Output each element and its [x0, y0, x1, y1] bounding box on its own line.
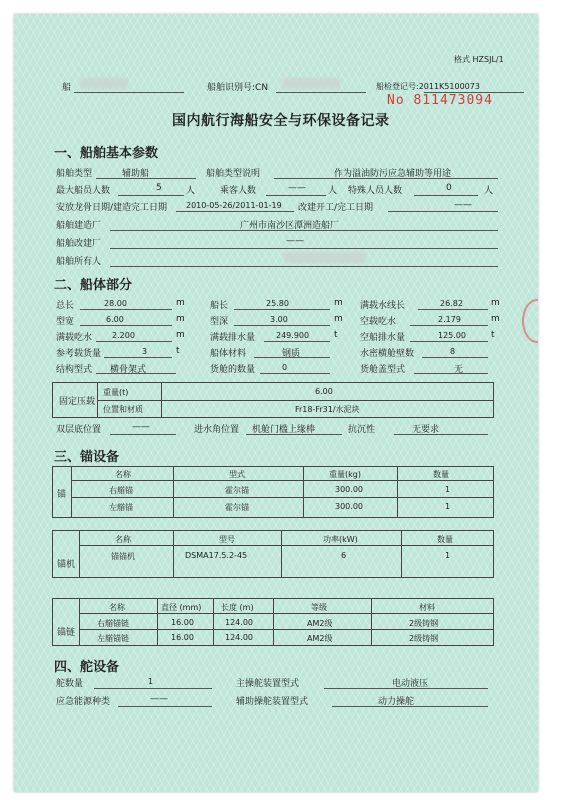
hatch-value: 无	[454, 365, 464, 375]
serial-number: No 811473094	[387, 93, 493, 108]
ref-load-value: 3	[142, 347, 148, 356]
section-1-title: 一、船舶基本参数	[54, 146, 159, 161]
redacted-ship-id	[282, 78, 340, 89]
loa-value: 28.00	[104, 299, 127, 308]
ship-type-label: 船舶类型	[56, 169, 93, 179]
ballast-position-value: Fr18-Fr31/水泥块	[295, 405, 360, 414]
rebuild-value: ——	[454, 200, 472, 210]
ship-id-label: 船舶识别号:CN	[207, 83, 269, 93]
modifier-value: ——	[286, 236, 304, 246]
table-row: 左艏锚	[109, 503, 133, 512]
inlet-value: 机舱门槛上缘棒	[252, 425, 316, 435]
ship-name-label: 船	[62, 83, 72, 93]
special-label: 特殊人员人数	[348, 186, 403, 196]
lpp-value: 25.80	[266, 299, 289, 308]
main-gear-value: 电动液压	[392, 679, 429, 689]
depth-value: 3.00	[270, 315, 288, 324]
windlass-table: 锚机 名称 型号 功率(kW) 数量 锚锚机 DSMA17.5.2-45 6 1	[52, 530, 494, 578]
sink-value: 无要求	[412, 425, 440, 435]
redacted-owner	[284, 252, 366, 263]
ballast-label: 固定压载	[59, 397, 96, 407]
structure-value: 横骨架式	[110, 365, 147, 375]
type-desc-label: 船舶类型说明	[206, 169, 261, 179]
crew-label: 最大船员人数	[56, 186, 111, 196]
section-3-title: 三、锚设备	[54, 450, 120, 465]
breadth-value: 6.00	[106, 315, 124, 324]
rebuild-label: 改建开工/完工日期	[298, 203, 374, 213]
builder-value: 广州市南沙区潭洲造船厂	[240, 221, 340, 231]
registration-number: 船检登记号:2011K5100073	[376, 82, 480, 91]
full-draft-value: 2.200	[112, 331, 135, 340]
table-row: 锚锚机	[111, 552, 135, 561]
ballast-weight-value: 6.00	[315, 387, 333, 396]
owner-label: 船舶所有人	[56, 257, 102, 267]
type-desc-value: 作为溢油防污应急辅助等用途	[334, 169, 452, 179]
rudder-count-value: 1	[148, 677, 154, 686]
full-disp-value: 249.900	[276, 331, 310, 340]
section-4-title: 四、舵设备	[54, 660, 120, 675]
seal-stamp	[522, 299, 538, 343]
modifier-label: 船舶改建厂	[56, 239, 102, 249]
aux-gear-value: 动力操舵	[378, 697, 415, 707]
light-disp-value: 125.00	[438, 331, 466, 340]
hold-value: 0	[282, 363, 288, 372]
anchor-group-label: 锚	[57, 490, 67, 500]
ship-type-value: 辅助船	[122, 169, 150, 179]
keel-value: 2010-05-26/2011-01-19	[186, 201, 282, 210]
light-draft-value: 2.179	[438, 315, 461, 324]
passenger-value: ——	[288, 183, 306, 193]
emergency-value: ——	[150, 694, 168, 704]
chain-group-label: 锚链	[57, 628, 76, 638]
format-code: 格式 HZSJL/1	[454, 55, 504, 64]
builder-label: 船舶建造厂	[56, 221, 102, 231]
anchor-table: 锚 名称 型式 重量(kg) 数量 右艏锚 霍尔锚 300.00 1 左艏锚 霍尔锚 300.00 1	[52, 466, 494, 518]
redacted-ship-name	[80, 78, 128, 89]
lwl-value: 26.82	[440, 299, 463, 308]
bulkhead-value: 8	[450, 347, 456, 356]
table-row: 右艏锚	[109, 486, 133, 495]
special-value: 0	[446, 183, 452, 193]
table-row: 左艏锚链	[97, 634, 129, 643]
keel-label: 安放龙骨日期/建造完工日期	[56, 203, 168, 213]
document-title: 国内航行海船安全与环保设备记录	[172, 113, 390, 129]
crew-value: 5	[156, 183, 162, 193]
material-value: 钢质	[282, 349, 301, 359]
chain-table: 锚链 名称 直径 (mm) 长度 (m) 等级 材料 右艏锚链 16.00 124.00 AM2级 2级铸钢 左艏锚链 16.00 124.00 AM2级 2级铸钢	[52, 598, 494, 646]
certificate-page: 格式 HZSJL/1 船 船舶识别号:CN 船检登记号:2011K5100073 No 811473094 国内航行海船安全与环保设备记录 一、船舶基本参数 船舶类型 辅助船 船舶类型说明 作为溢油防污应急辅助等用途 最大船员人数 5 人 乘客人数 —— 人 特殊人员人数 0 人 安放龙骨日期/建造完工日期 2010-05-26/2011-01-19 改建开工/完工日期 —— 船舶建造厂 广州市南沙区潭洲造船厂 船舶改建厂 —— 船舶所有人 二、船体部分 总长 28.00 m 船长 25.80 m 满载水线长 26.82 m 型宽 6.00 m 型深 3.00 m 空载吃水 2.179 m 满载吃水 2.200 m 满载排水量 249.900 t 空船排水量 125.00 t 参考载货量 3 t 船体材料 钢质 水密横舱壁数 8 结构型式 横骨架式 货舱的数量 0 货舱盖型式 无 固定压载 重量(t) 6.00 位置和材质 Fr18-Fr31/水泥块 双层底位置 —— 进水角位置 机舱门槛上缘棒 抗沉性 无要求 三、锚设备 锚 名称 型式 重量(kg) 数量 右艏锚 霍尔锚 300.00 1 左艏锚 霍尔锚 300.00 1 锚机 名称 型号 功率(kW) 数量 锚锚机 DSMA17.5.2-45 6 1 锚链 名称 直径 (mm) 长度 (m) 等级 材料 右艏锚链 16.00 124.00 AM2级 2级铸钢 左艏锚链 16.00 124.00 AM2级 2级铸钢 四、舵设备 舵数量 1 主操舵装置型式 电动液压 应急能源种类 —— 辅助操舵装置型式 动力操舵	[14, 14, 538, 792]
windlass-group-label: 锚机	[57, 560, 76, 570]
passenger-label: 乘客人数	[220, 186, 257, 196]
ballast-table: 固定压载 重量(t) 6.00 位置和材质 Fr18-Fr31/水泥块	[52, 382, 494, 418]
section-2-title: 二、船体部分	[54, 278, 133, 293]
double-bottom-value: ——	[132, 422, 150, 432]
table-row: 右艏锚链	[97, 619, 129, 628]
